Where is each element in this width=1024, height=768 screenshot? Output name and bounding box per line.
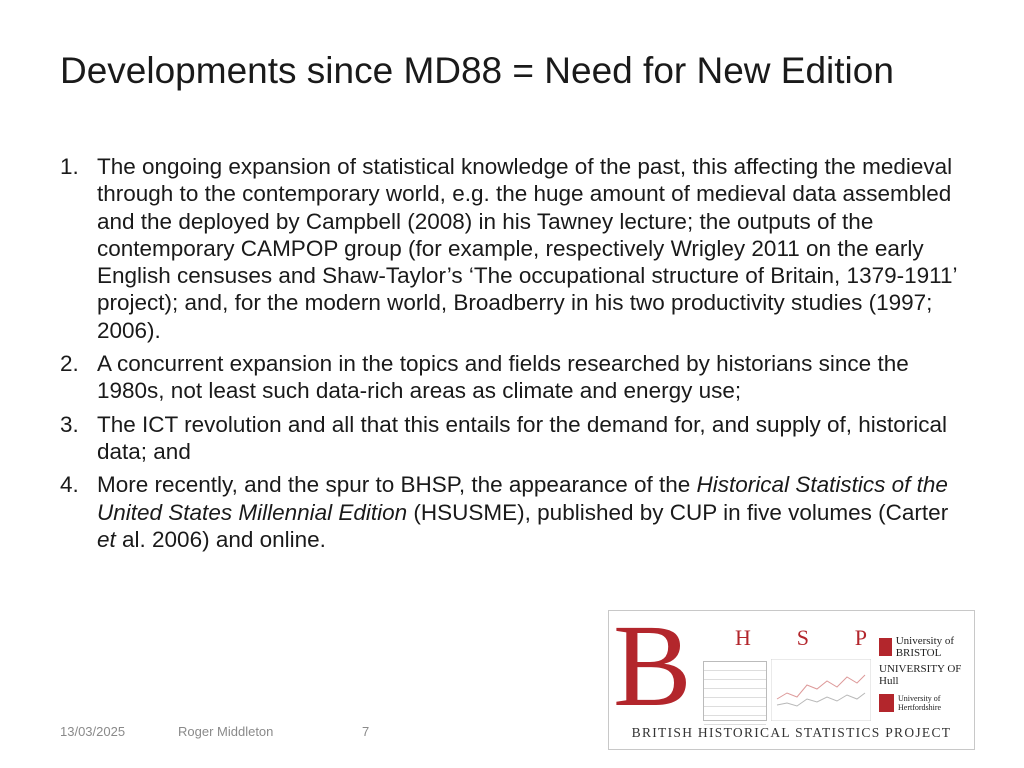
- uh-logo-icon: [879, 694, 894, 712]
- bristol-crest-icon: [879, 638, 892, 656]
- numbered-points: [60, 153, 965, 559]
- point-item: [60, 471, 965, 553]
- logo-letter: P: [854, 625, 867, 650]
- logo-letter: H: [735, 625, 751, 650]
- footer-author: Roger Middleton: [178, 724, 274, 739]
- footer-page-number: 7: [362, 724, 370, 739]
- point-item: [60, 411, 965, 466]
- point-text: [97, 154, 957, 343]
- point-text-segment: More recently, and the spur to BHSP, the appearance of the: [97, 472, 697, 498]
- logo-letters: [735, 625, 867, 651]
- point-text-segment: The ICT revolution and all that this entails for the demand for, and supply of, historical data; and: [97, 411, 948, 464]
- point-text-italic: Historical Statistics of the United States Millennial Edition: [97, 472, 948, 525]
- point-text-segment: (HSUSME), published by CUP in five volumes (Carter: [407, 499, 949, 525]
- university-bristol: University of BRISTOL: [879, 633, 971, 661]
- university-hertfordshire: University of Hertfordshire: [879, 689, 971, 717]
- logo-big-letter: B: [613, 600, 692, 731]
- slide-title: Developments since MD88 = Need for New Edition: [60, 50, 894, 91]
- logo-letter: S: [796, 625, 809, 650]
- point-text: [97, 351, 909, 403]
- logo-caption: BRITISH HISTORICAL STATISTICS PROJECT: [631, 725, 952, 740]
- university-hull: UNIVERSITY OF Hull: [879, 663, 962, 687]
- point-text-segment: A concurrent expansion in the topics and fields researched by historians since the 1980s, not least such data-rich areas as climate and energy use;: [97, 351, 909, 404]
- point-text: [97, 412, 947, 464]
- point-item: [60, 350, 965, 405]
- bhsp-logo: [608, 600, 975, 750]
- point-text: [97, 472, 948, 552]
- logo-mini-chart: [771, 659, 871, 721]
- point-number: 3.: [60, 411, 79, 437]
- point-number: 4.: [60, 472, 79, 498]
- point-text-segment: The ongoing expansion of statistical knowledge of the past, this affecting the medieval through to the contemporary world, e.g. the huge amount of medieval data assembled and the deployed by Campbell (2008) in his Tawney lecture; the outputs of the contemporary CAMPOP group (for example, respectively Wrigley 2011 on the early English censuses and Shaw-Taylor’s ‘The occupational structure of Britain, 1379-1911’ project); and, for the modern world, Broadberry in his two productivity studies (1997; 2006).: [97, 154, 957, 343]
- point-text-italic: et: [97, 526, 116, 552]
- point-number: 2.: [60, 351, 79, 377]
- point-text-segment: al. 2006) and online.: [115, 526, 326, 552]
- point-item: [60, 153, 965, 344]
- logo-universities: [879, 633, 971, 717]
- point-number: 1.: [60, 154, 79, 179]
- footer-date: 13/03/2025: [60, 724, 126, 739]
- logo-mini-table: [703, 661, 767, 721]
